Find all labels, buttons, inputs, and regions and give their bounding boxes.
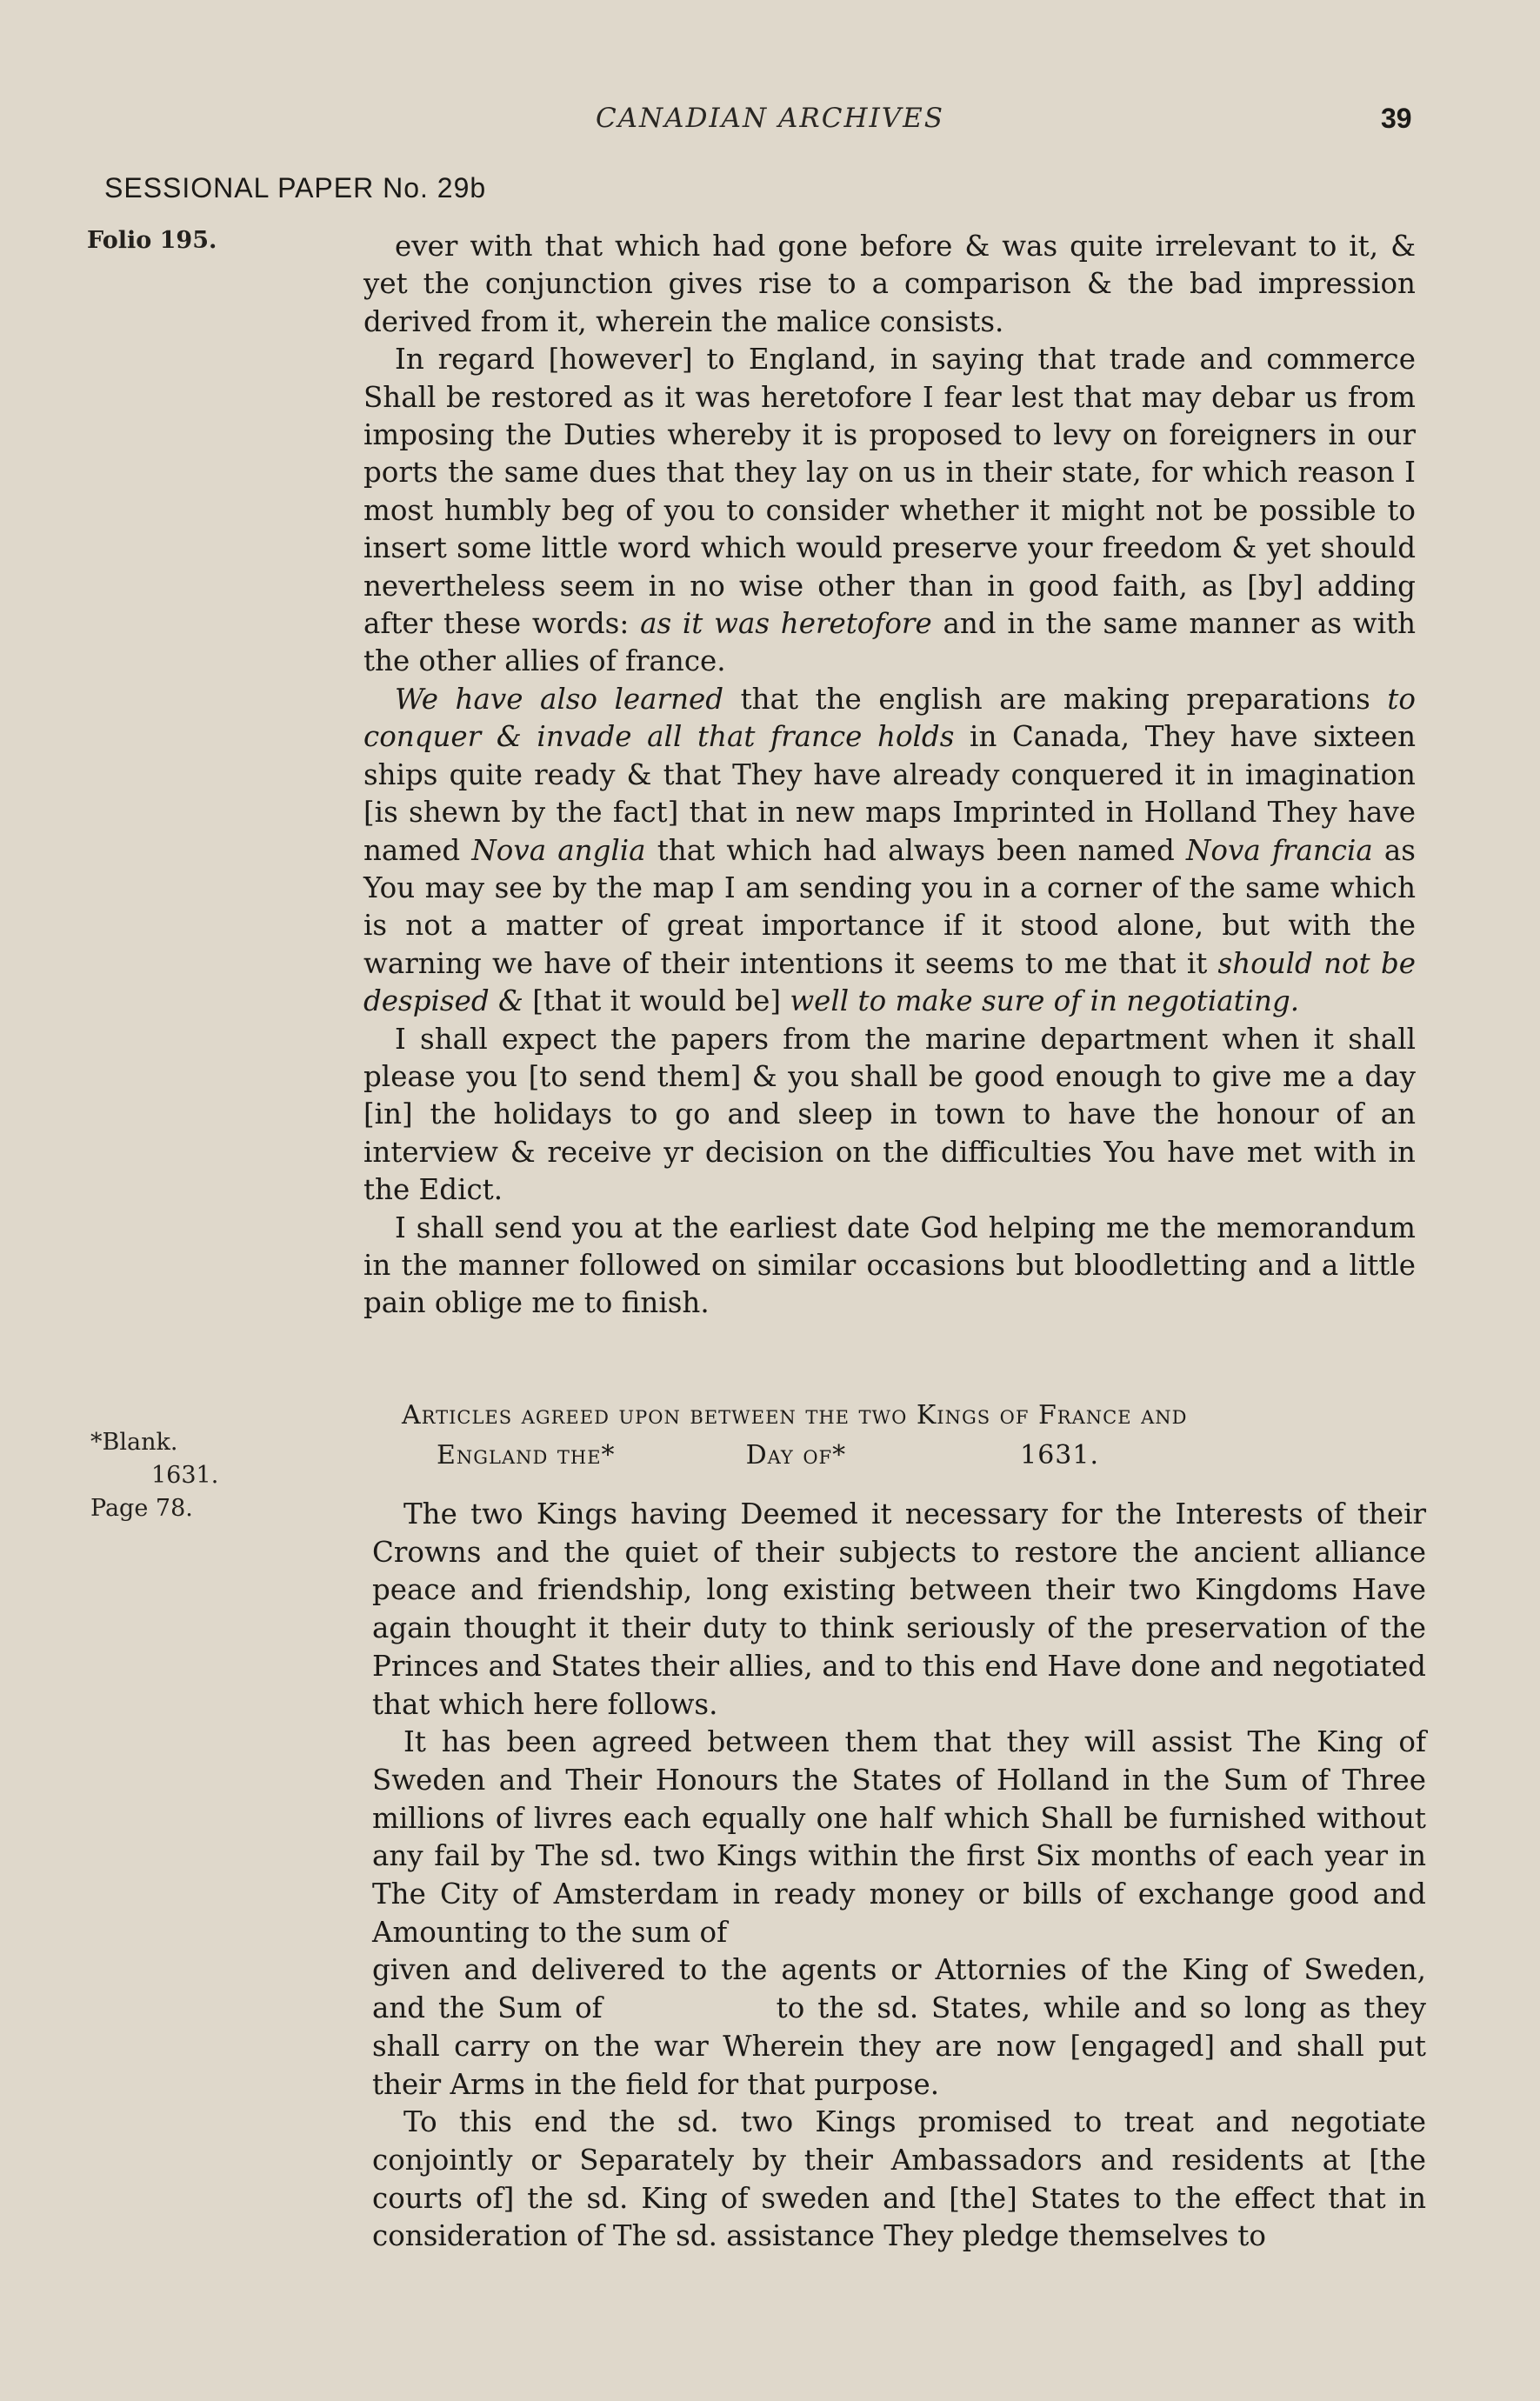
- page-reference-note: Page 78.: [90, 1494, 193, 1522]
- heading-day-of: Day of*: [745, 1440, 847, 1471]
- text-run: The two Kings having Deemed it necessary for the Interests of their Crowns and the quiet of their subjects to restore the ancient alliance peace and friendship, long existing between their two Kingdoms Have again thought it their duty to think seriously of the preservation of the Princes and States their allies, and to this end Have done and negotiated that which here follows.: [372, 1497, 1426, 1721]
- articles-heading: [402, 1396, 1402, 1476]
- text-run: to the sd. States, while and so long as they shall carry on the war Wherein they are now [engaged] and shall put their Arms in the field for that purpose.: [372, 1991, 1426, 2101]
- text-run: I shall send you at the earliest date God helping me the memorandum in the manner followed on similar occasions but bloodletting and a little pain oblige me to finish.: [363, 1211, 1416, 1320]
- letter-paragraph: [363, 1021, 1416, 1210]
- text-run: I shall expect the papers from the marine department when it shall please you [to send them] & you shall be good enough to give me a day [in] the holidays to go and sleep in town to have the honour of an interview & receive yr decision on the difficulties You have met with in the Edict.: [363, 1022, 1416, 1207]
- article-paragraph: [372, 2104, 1426, 2256]
- text-run: To this end the sd. two Kings promised to treat and negotiate conjointly or Separately by their Ambassadors and residents at [the courts of] the sd. King of sweden and [the] States to the effect that in consideration of The sd. assistance They pledge themselves to: [372, 2105, 1426, 2253]
- text-run: In regard [however] to England, in saying that trade and commerce Shall be restored as it was heretofore I fear lest that may debar us from imposing the Duties whereby it is proposed to levy on foreigners in our ports the same dues that they lay on us in their state, for which reason I most humbly beg of you to consider whether it might not be possible to insert some little word which would preserve your freedom & yet should nevertheless seem in no wise other than in good faith, as [by] adding after these words:: [363, 343, 1416, 641]
- text-run: ever with that which had gone before & was quite irrelevant to it, & yet the conjunction gives rise to a comparison & the bad impression derived from it, wherein the malice consists.: [363, 230, 1416, 338]
- letter-text: [363, 228, 1416, 1323]
- italic-emphasis: should not be despised &: [363, 946, 1416, 1018]
- text-run: that which had always been named: [645, 833, 1186, 867]
- italic-emphasis: well to make sure of in negotiating.: [790, 984, 1300, 1018]
- articles-heading-line-1: Articles agreed upon between the two Kings of France and: [402, 1400, 1188, 1431]
- letter-paragraph: [363, 341, 1416, 681]
- blank-note: *Blank.: [90, 1429, 178, 1456]
- heading-year: 1631.: [1020, 1440, 1100, 1471]
- text-run: that the english are making preparations: [723, 682, 1388, 716]
- text-run: [that it would be]: [523, 984, 790, 1018]
- italic-emphasis: Nova anglia: [471, 833, 646, 867]
- italic-emphasis: We have also learned: [395, 682, 724, 716]
- heading-england-the: England the*: [437, 1440, 616, 1471]
- articles-text: [372, 1496, 1426, 2256]
- running-title: CANADIAN ARCHIVES: [595, 103, 945, 134]
- italic-emphasis: to conquer & invade all that france holds: [363, 682, 1416, 754]
- text-run: in Canada, They have sixteen ships quite ready & that They have already conquered it in imagination [is shewn by the fact] that in new maps Imprinted in Holland They have named: [363, 720, 1416, 867]
- article-paragraph: [372, 1724, 1426, 2104]
- italic-emphasis: as it was heretofore: [640, 607, 932, 641]
- articles-heading-line-2: [402, 1436, 1402, 1476]
- article-paragraph: [372, 1496, 1426, 1724]
- italic-emphasis: Nova francia: [1185, 833, 1373, 867]
- text-run: given and delivered to the agents or Attornies of the King of Sweden, and the Sum of: [372, 1953, 1426, 2025]
- year-note: 1631.: [151, 1461, 219, 1489]
- sessional-paper-label: SESSIONAL PAPER No. 29b: [104, 172, 487, 203]
- folio-margin-note: Folio 195.: [87, 227, 217, 254]
- text-run: and in the same manner as with the other allies of france.: [363, 607, 1416, 678]
- page-number: 39: [1381, 103, 1412, 134]
- letter-paragraph: [363, 681, 1416, 1021]
- letter-paragraph: [363, 228, 1416, 341]
- text-run: as You may see by the map I am sending you in a corner of the same which is not a matter of great importance if it stood alone, but with the warning we have of their intentions it seems to me that it: [363, 833, 1416, 980]
- blank-margin-note: [90, 1426, 221, 1524]
- letter-paragraph: [363, 1210, 1416, 1323]
- text-run: It has been agreed between them that they will assist The King of Sweden and Their Honours the States of Holland in the Sum of Three millions of livres each equally one half which Shall be furnished without any fail by The sd. two Kings within the first Six months of each year in The City of Amsterdam in ready money or bills of exchange good and Amounting to the sum of: [372, 1725, 1426, 1949]
